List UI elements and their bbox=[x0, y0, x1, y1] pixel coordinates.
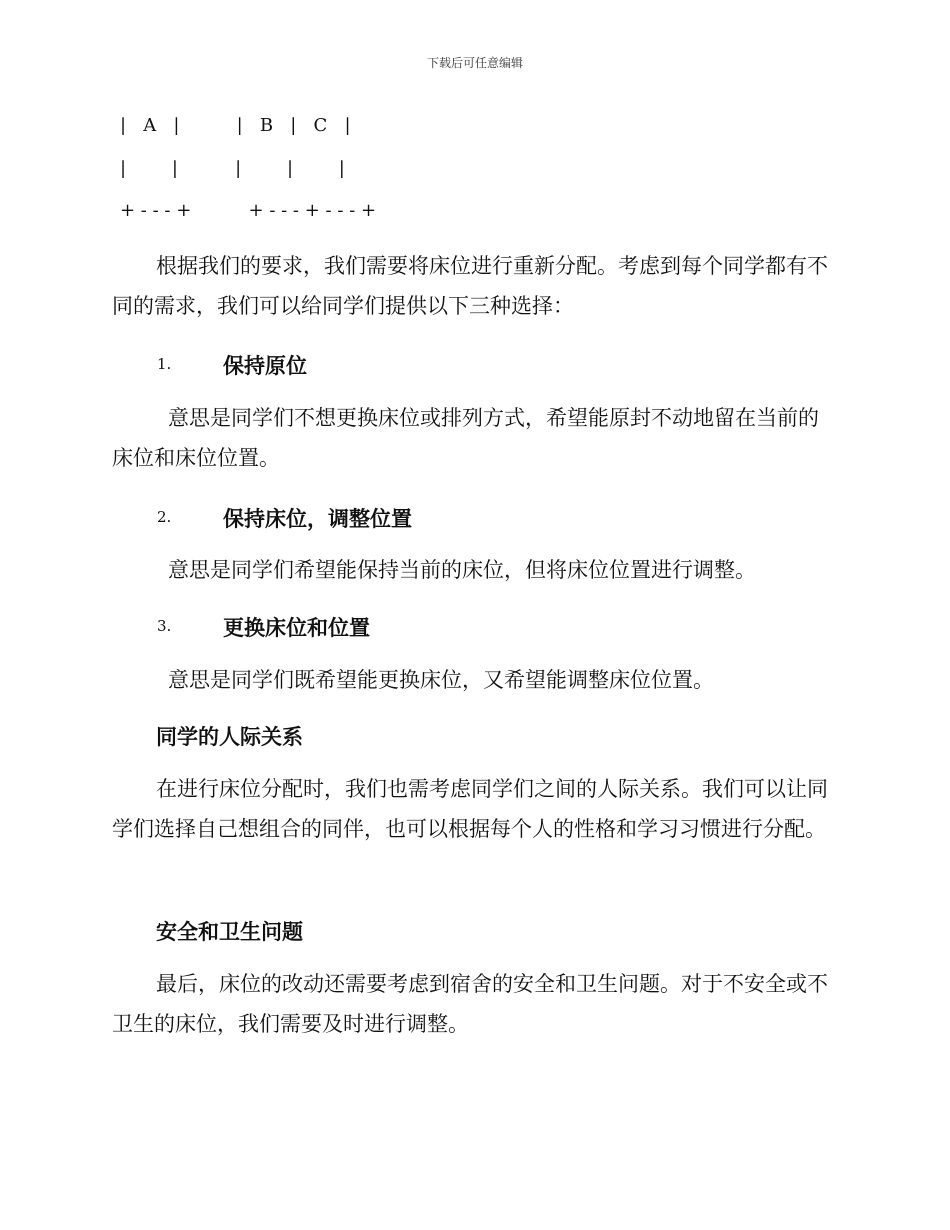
option-number-3: 3. bbox=[157, 617, 172, 635]
bed-diagram-row-2: | | | | | bbox=[120, 158, 345, 179]
section-body-relationships: 在进行床位分配时，我们也需考虑同学们之间的人际关系。我们可以让同学们选择自己想组合的同伴，也可以根据每个人的性格和学习习惯进行分配。 bbox=[112, 777, 828, 841]
option-desc-3: 意思是同学们既希望能更换床位，又希望能调整床位位置。 bbox=[168, 668, 714, 692]
page-header: 下载后可任意编辑 bbox=[426, 56, 523, 70]
option-number-1: 1. bbox=[157, 355, 172, 373]
intro-paragraph: 根据我们的要求，我们需要将床位进行重新分配。考虑到每个同学都有不同的需求，我们可以给同学们提供以下三种选择： bbox=[112, 254, 828, 318]
option-title-3: 更换床位和位置 bbox=[223, 616, 370, 640]
section-title-safety: 安全和卫生问题 bbox=[156, 920, 303, 944]
option-desc-2: 意思是同学们希望能保持当前的床位，但将床位位置进行调整。 bbox=[168, 558, 756, 582]
option-number-2: 2. bbox=[157, 508, 172, 526]
bed-diagram-row-3: + - - - + + - - - + - - - + bbox=[120, 200, 377, 221]
option-desc-1: 意思是同学们不想更换床位或排列方式，希望能原封不动地留在当前的床位和床位位置。 bbox=[112, 406, 819, 470]
option-title-1: 保持原位 bbox=[223, 354, 307, 378]
option-title-2: 保持床位，调整位置 bbox=[223, 507, 412, 531]
section-body-safety: 最后，床位的改动还需要考虑到宿舍的安全和卫生问题。对于不安全或不卫生的床位，我们需要及时进行调整。 bbox=[112, 972, 828, 1036]
section-title-relationships: 同学的人际关系 bbox=[156, 725, 303, 749]
bed-diagram-row-1: | A | | B | C | bbox=[120, 115, 351, 136]
